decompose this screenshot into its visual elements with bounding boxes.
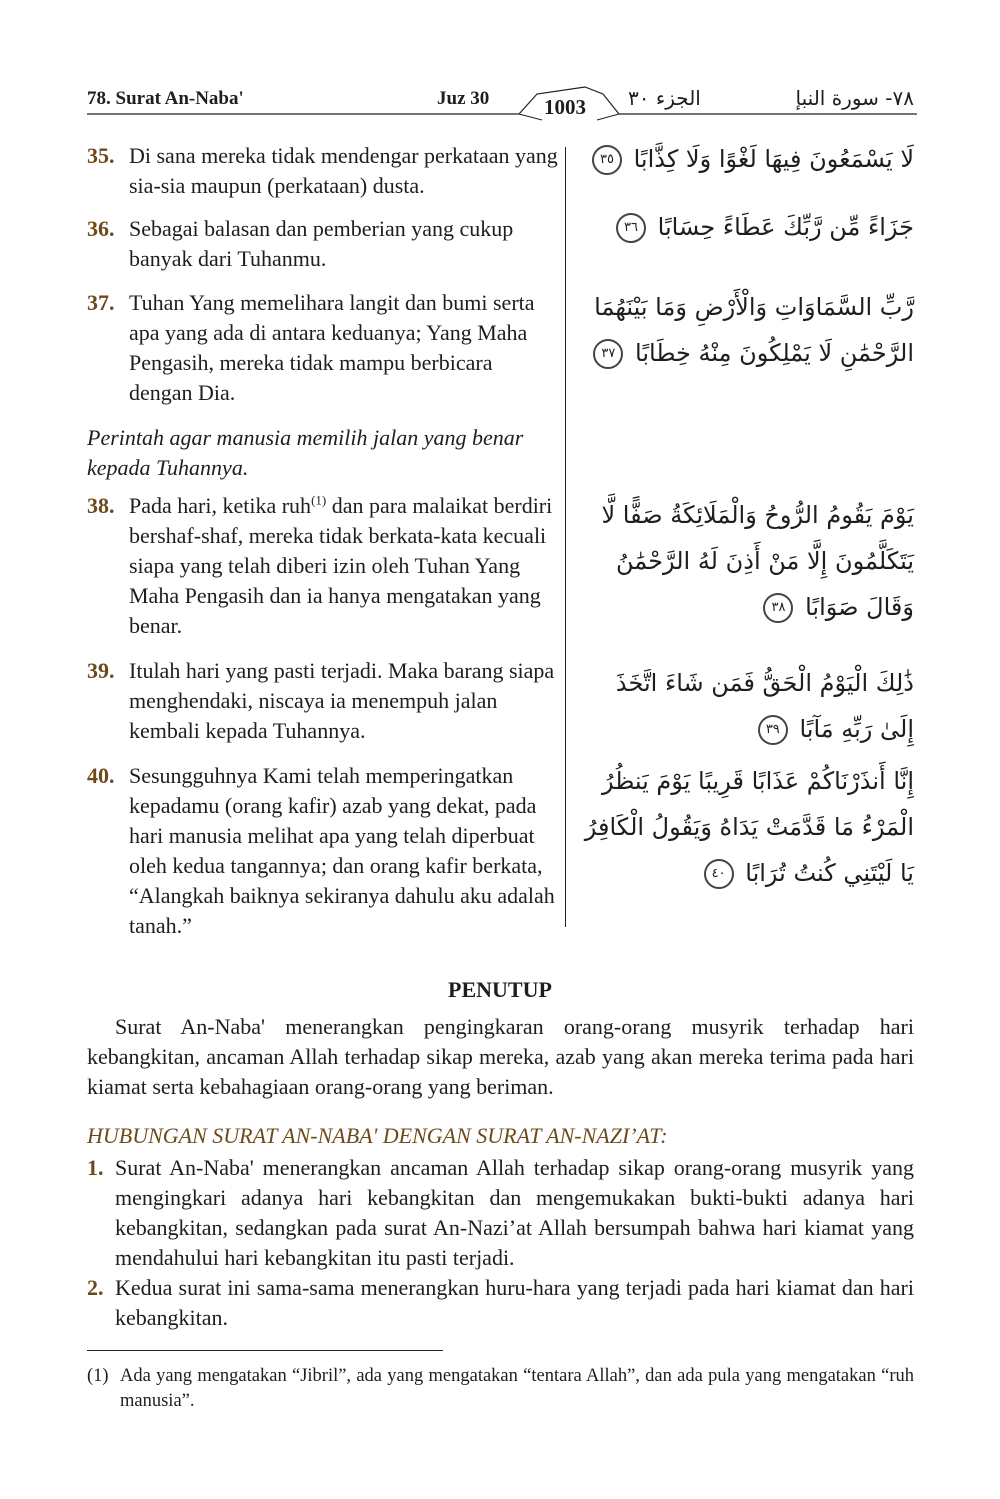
- arabic-text: يَوْمَ يَقُومُ الرُّوحُ وَالْمَلَائِكَةُ صَفًّا لَّا يَتَكَلَّمُونَ إِلَّا مَنْ أَذِنَ لَهُ الرَّحْمَٰنُ وَقَالَ صَوَابًا: [601, 501, 914, 621]
- footnote-number: (1): [87, 1366, 109, 1386]
- hubungan-title: HUBUNGAN SURAT AN-NABA' DENGAN SURAT AN-NAZI’AT:: [87, 1123, 668, 1148]
- verse-35-arabic: [584, 136, 914, 182]
- verse-38-arabic: [584, 492, 914, 630]
- footnote-marker[interactable]: (1): [311, 492, 327, 508]
- header-surah-arabic: ٧٨- سورة النبإ: [795, 86, 914, 110]
- verse-38: [87, 491, 559, 641]
- ayah-number-mark: ٣٥: [592, 145, 622, 175]
- arabic-text: رَّبِّ السَّمَاوَاتِ وَالْأَرْضِ وَمَا بَيْنَهُمَا الرَّحْمَٰنِ لَا يَمْلِكُونَ مِنْهُ خِطَابًا: [594, 293, 914, 367]
- item-number: 2.: [87, 1275, 104, 1300]
- penutup-title: PENUTUP: [448, 977, 552, 1002]
- ayah-number-mark: ٣٦: [616, 213, 646, 243]
- verse-number: 39.: [87, 658, 115, 683]
- verse-translation: Tuhan Yang memelihara langit dan bumi serta apa yang ada di antara keduanya; Yang Maha Pengasih, mereka tidak mampu berbicara dengan Dia.: [129, 290, 535, 405]
- header-juz-arabic: الجزء ٣٠: [628, 86, 701, 110]
- header-juz: Juz 30: [437, 88, 490, 109]
- verse-translation-part: dan para malaikat berdiri bershaf-shaf, mereka tidak berkata-kata kecuali siapa yang telah diberi izin oleh Tuhan Yang Maha Pengasih dan ia hanya mengatakan yang benar.: [129, 493, 553, 638]
- verse-number: 40.: [87, 763, 115, 788]
- verse-translation: Itulah hari yang pasti terjadi. Maka barang siapa menghendaki, niscaya ia menempuh jalan kembali kepada Tuhannya.: [129, 658, 555, 743]
- ayah-number-mark: ٣٧: [593, 339, 623, 369]
- footnote-text: Ada yang mengatakan “Jibril”, ada yang mengatakan “tentara Allah”, dan ada pula yang mengatakan “ruh manusia”.: [120, 1366, 914, 1411]
- verse-39: [87, 656, 559, 746]
- ayah-number-mark: ٣٨: [763, 593, 793, 623]
- arabic-text: لَا يَسْمَعُونَ فِيهَا لَغْوًا وَلَا كِذَّابًا: [633, 145, 914, 173]
- header-rule: [87, 80, 917, 126]
- verse-translation: Sesungguhnya Kami telah memperingatkan kepadamu (orang kafir) azab yang dekat, pada hari manusia melihat apa yang telah diperbuat oleh kedua tangannya; dan orang kafir berkata, “Alangkah baiknya sekiranya dahulu aku adalah tanah.”: [129, 763, 555, 938]
- verse-number: 38.: [87, 493, 115, 518]
- penutup-paragraph: [87, 1012, 914, 1102]
- verse-number: 37.: [87, 290, 115, 315]
- verse-translation: Sebagai balasan dan pemberian yang cukup banyak dari Tuhanmu.: [129, 216, 514, 271]
- arabic-text: ذَٰلِكَ الْيَوْمُ الْحَقُّ فَمَن شَاءَ اتَّخَذَ إِلَىٰ رَبِّهِ مَآبًا: [615, 669, 914, 743]
- item-number: 1.: [87, 1155, 104, 1180]
- verse-translation-part: Pada hari, ketika ruh: [129, 493, 312, 518]
- verse-37-arabic: [584, 284, 914, 376]
- footnote: [87, 1364, 914, 1414]
- item-text: Surat An-Naba' menerangkan ancaman Allah terhadap sikap orang-orang musyrik yang mengingkari adanya hari kebangkitan dan mengemukakan bukti-bukti adanya hari kebangkitan, sedangkan pada surat An-Nazi’at Allah bersumpah bahwa hari kiamat yang mendahului hari kebangkitan itu pasti terjadi.: [115, 1155, 914, 1270]
- verse-number: 35.: [87, 143, 115, 168]
- header-surah-title: 78. Surat An-Naba': [87, 88, 244, 109]
- penutup-text: Surat An-Naba' menerangkan pengingkaran orang-orang musyrik terhadap hari kebangkitan, ancaman Allah terhadap sikap mereka, azab yang akan mereka terima pada hari kiamat serta kebahagiaan orang-orang yang beriman.: [87, 1014, 914, 1099]
- verse-35: [87, 141, 559, 201]
- ayah-number-mark: ٣٩: [758, 715, 788, 745]
- hubungan-item-1: [87, 1153, 914, 1273]
- footnote-rule: [87, 1350, 443, 1351]
- verse-number: 36.: [87, 216, 115, 241]
- verse-40: [87, 761, 559, 941]
- verse-39-arabic: [584, 660, 914, 752]
- ayah-number-mark: ٤٠: [704, 859, 734, 889]
- verse-40-arabic: [584, 758, 914, 896]
- section-heading: Perintah agar manusia memilih jalan yang benar kepada Tuhannya.: [87, 425, 524, 480]
- column-divider: [565, 147, 566, 927]
- verse-translation: Di sana mereka tidak mendengar perkataan yang sia-sia maupun (perkataan) dusta.: [129, 143, 558, 198]
- arabic-text: إِنَّا أَنذَرْنَاكُمْ عَذَابًا قَرِيبًا يَوْمَ يَنظُرُ الْمَرْءُ مَا قَدَّمَتْ يَدَاهُ وَيَقُولُ الْكَافِرُ يَا لَيْتَنِي كُنتُ تُرَابًا: [584, 767, 914, 887]
- item-text: Kedua surat ini sama-sama menerangkan huru-hara yang terjadi pada hari kiamat dan hari kebangkitan.: [115, 1275, 914, 1330]
- verse-37: [87, 288, 559, 408]
- arabic-text: جَزَاءً مِّن رَّبِّكَ عَطَاءً حِسَابًا: [657, 213, 914, 241]
- hubungan-item-2: [87, 1273, 914, 1333]
- verse-36-arabic: [584, 204, 914, 250]
- verse-translation: [129, 491, 559, 641]
- verse-36: [87, 214, 559, 274]
- page-number: 1003: [544, 95, 586, 119]
